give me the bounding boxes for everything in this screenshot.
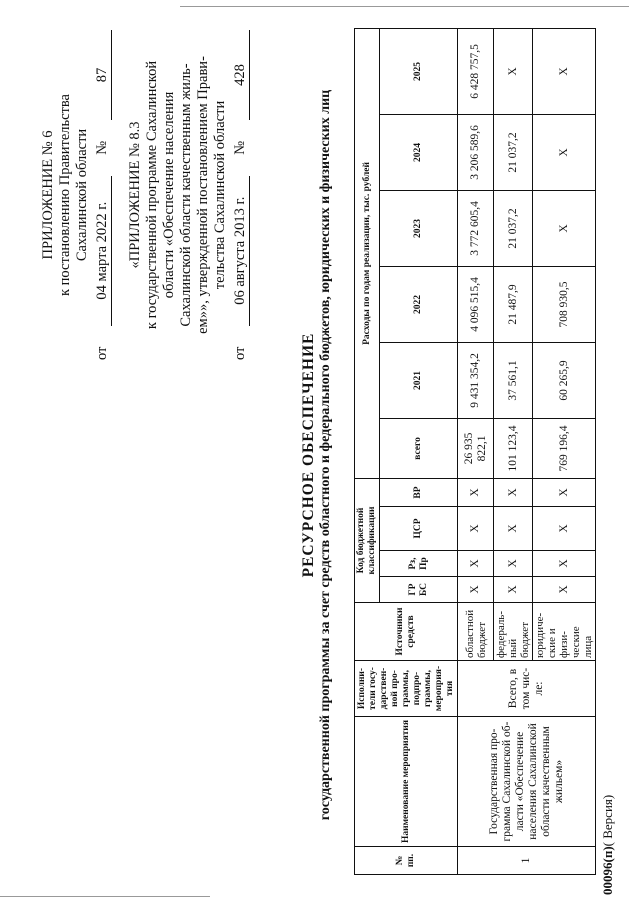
cell-source: юридиче-ские и физи-ческие лица	[533, 603, 596, 661]
cell-2023: 3 772 605,4	[458, 190, 494, 266]
cell-grbs: Х	[494, 577, 533, 603]
header-executors: Исполни-тели госу-дарствен-ной про-граммы, подпро-граммы, мероприя-тия	[355, 661, 458, 717]
table-row	[458, 28, 494, 874]
header-year-2023: 2023	[380, 190, 458, 266]
appendix-8-3-line1: к государственной программе Сахалинской	[144, 60, 160, 330]
appendix-8-3-line2: области «Обеспечение населения	[161, 91, 177, 299]
appendix-8-3-block	[127, 30, 250, 360]
header-num: № пп.	[355, 847, 458, 875]
cell-2021: 9 431 354,2	[458, 342, 494, 418]
footer-code: 00096(п)	[600, 846, 615, 895]
cell-rzpr: Х	[494, 551, 533, 577]
cell-csr: Х	[494, 507, 533, 551]
cell-2022: 4 096 515,4	[458, 266, 494, 342]
number-label: №	[94, 140, 110, 155]
cell-total: 101 123,4	[494, 418, 533, 478]
from-label: от	[94, 346, 110, 360]
from-label: от	[232, 346, 248, 360]
row-number: 1	[458, 847, 596, 875]
number-label: №	[232, 140, 248, 155]
header-year-2025: 2025	[380, 28, 458, 114]
resource-table	[354, 28, 596, 875]
header-grbs: ГР БС	[380, 577, 458, 603]
header-total: всего	[380, 418, 458, 478]
cell-2021: 37 561,1	[494, 342, 533, 418]
cell-2022: 21 487,9	[494, 266, 533, 342]
appendix-6-line1: к постановлению Правительства	[57, 94, 73, 296]
row-program-name: Государственная про-грамма Сахалинской об-ласти «Обеспечение населения Сахалинской области качественным жильем»	[458, 717, 596, 847]
cell-2023: 21 037,2	[494, 190, 533, 266]
header-year-2022: 2022	[380, 266, 458, 342]
rotated-page	[12, 15, 622, 895]
header-year-2024: 2024	[380, 114, 458, 190]
cell-source: областной бюджет	[458, 603, 494, 661]
appendix-6-date: 04 марта 2022 г.	[94, 176, 112, 326]
appendix-8-3-number: 428	[232, 30, 250, 120]
appendix-8-3-line4: ем»», утвержденной постановлением Прави-	[195, 56, 211, 334]
appendix-8-3-sign-row	[232, 30, 250, 360]
appendix-8-3-line5: тельства Сахалинской области	[212, 100, 228, 290]
header-name: Наименование мероприятия	[355, 717, 458, 847]
cell-vr: Х	[533, 478, 596, 506]
cell-2024: 21 037,2	[494, 114, 533, 190]
appendix-6-sign-row	[94, 30, 112, 360]
header-sources: Источники средств	[355, 603, 458, 661]
scan-edge-line	[180, 6, 629, 7]
cell-vr: Х	[458, 478, 494, 506]
appendix-6-title: ПРИЛОЖЕНИЕ № 6	[40, 130, 56, 260]
appendix-8-3-line3: Сахалинской области качественным жиль-	[178, 63, 194, 327]
document-subtitle: государственной программы за счет средств областного и федерального бюджетов, юридических и физических лиц	[318, 89, 333, 821]
header-rzpr: Рз, Пр	[380, 551, 458, 577]
document-title: РЕСУРСНОЕ ОБЕСПЕЧЕНИЕ	[300, 332, 317, 578]
cell-csr: Х	[533, 507, 596, 551]
cell-2025: Х	[494, 28, 533, 114]
cell-grbs: Х	[458, 577, 494, 603]
appendix-8-3-title: «ПРИЛОЖЕНИЕ № 8.3	[127, 121, 143, 269]
cell-2025: Х	[533, 28, 596, 114]
header-budget-code: Код бюджетной классификации	[355, 478, 380, 602]
cell-csr: Х	[458, 507, 494, 551]
cell-total: 26 935 822,1	[458, 418, 494, 478]
cell-2022: 708 930,5	[533, 266, 596, 342]
appendix-8-3-date: 06 августа 2013 г.	[232, 176, 250, 326]
cell-2023: Х	[533, 190, 596, 266]
cell-2025: 6 428 757,5	[458, 28, 494, 114]
cell-vr: Х	[494, 478, 533, 506]
table-header-row	[355, 28, 380, 874]
header-csr: ЦСР	[380, 507, 458, 551]
header-expenses: Расходы по годам реализации, тыс. рублей	[355, 28, 380, 478]
scan-edge-line	[0, 896, 210, 897]
cell-grbs: Х	[533, 577, 596, 603]
cell-2024: 3 206 589,6	[458, 114, 494, 190]
footer-version: ( Версия)	[600, 794, 615, 847]
cell-total: 769 196,4	[533, 418, 596, 478]
cell-2021: 60 265,9	[533, 342, 596, 418]
cell-2024: Х	[533, 114, 596, 190]
cell-source: федераль-ный бюджет	[494, 603, 533, 661]
row-executors: Всего, в том чис-ле:	[458, 661, 596, 717]
appendix-6-block	[40, 30, 112, 360]
cell-rzpr: Х	[458, 551, 494, 577]
cell-rzpr: Х	[533, 551, 596, 577]
appendix-6-number: 87	[94, 30, 112, 120]
header-vr: ВР	[380, 478, 458, 506]
appendix-6-line2: Сахалинской области	[74, 128, 90, 262]
document-footer	[600, 795, 616, 895]
header-year-2021: 2021	[380, 342, 458, 418]
